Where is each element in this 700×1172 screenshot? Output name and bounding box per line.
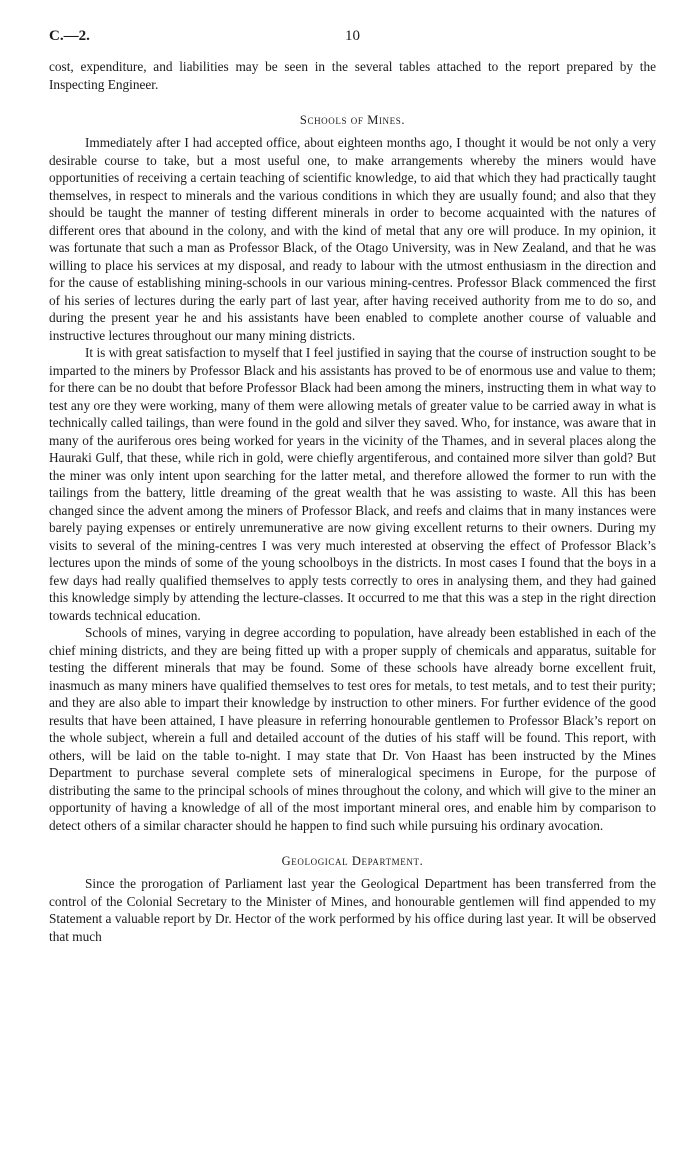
paragraph: Schools of mines, varying in degree according to population, have already been established in each of the chief mining districts, and they are being fitted up with a proper supply of chemicals and apparatus, suitable for testing the different minerals that may be found. Some of these schools have already borne excellent fruit, inasmuch as many miners have qualified themselves to test ores for metals, to test metals, and to test their purity; and they are also able to impart their knowledge by instruction to other miners. For further evidence of the good results that have been attained, I have pleasure in referring honourable gentlemen to Professor Black’s report on the whole subject, wherein a full and detailed account of the duties of his staff will be found. This report, with others, will be laid on the table to-night. I may state that Dr. Von Haast has been instructed by the Mines Department to purchase several complete sets of mineralogical specimens in Europe, for the purpose of distributing the same to the principal schools of mines throughout the colony, and which will give to the miner an opportunity of having a knowledge of all of the most important mineral ores, and enable him by comparison to detect others of a similar character should he happen to find such while pursuing his ordinary avocation. xyxy=(49,625,656,833)
paragraph: It is with great satisfaction to myself that I feel justified in saying that the course of instruction sought to be imparted to the miners by Professor Black and his assistants has proved to be of enormous use and value to them; for there can be no doubt that before Professor Black had been among the miners, instructing them in what way to test any ore they were working, many of them were allowing metals of greater value to be carried away in what is technically called tailings, than were found in the gold and silver they saved. Who, for instance, was aware that in many of the auriferous ores being worked for years in the vicinity of the Thames, and in several places along the Hauraki Gulf, that these, while rich in gold, were chiefly argentiferous, and contained more silver than gold? But the miner was only intent upon searching for the latter metal, and therefore allowed the former to run with the tailings from the battery, little dreaming of the great wealth that he was assisting to waste. All this has been changed since the advent among the miners of Professor Black, and reefs and claims that in many instances were barely paying expenses or entirely unremunerative are now giving excellent returns to their owners. During my visits to several of the mining-centres I was very much interested at observing the effect of Professor Black’s lectures upon the minds of some of the young schoolboys in the districts. In most cases I found that the boys in a few days had really qualified themselves to apply tests correctly to ores in analysing them, and they had gained this knowledge simply by attending the lecture-classes. It occurred to me that this was a step in the right direction towards technical education. xyxy=(49,345,656,623)
paragraph: Since the prorogation of Parliament last year the Geological Department has been transferred from the control of the Colonial Secretary to the Minister of Mines, and honourable gentlemen will find appended to my Statement a valuable report by Dr. Hector of the work performed by his office during last year. It will be observed that much xyxy=(49,876,656,944)
page-number: 10 xyxy=(345,28,360,44)
section-heading-schools-of-mines: Schools of Mines. xyxy=(299,113,406,127)
running-header xyxy=(49,28,656,50)
opening-paragraph: cost, expenditure, and liabilities may be seen in the several tables attached to the report prepared by the Inspecting Engineer. xyxy=(49,59,656,92)
section-heading-geological-department: Geological Department. xyxy=(281,854,424,868)
page-body xyxy=(49,58,656,945)
document-reference: C.—2. xyxy=(49,28,90,44)
paragraph: Immediately after I had accepted office, about eighteen months ago, I thought it would be not only a very desirable course to take, but a most useful one, to make arrangements whereby the miners would have opportunities of receiving a certain teaching of scientific knowledge, to aid that which they had practically taught themselves, in respect to minerals and the various conditions in which they are usually found; and also that they should be taught the manner of testing different minerals in order to become acquainted with the natures of different ores that abound in the colony, and with the kind of metal that any ore will produce. In my opinion, it was fortunate that such a man as Professor Black, of the Otago University, was in New Zealand, and that he was willing to place his services at my disposal, and ready to labour with the utmost enthusiasm in the direction and for the cause of establishing mining-schools in our various mining-centres. Professor Black commenced the first of his series of lectures during the early part of last year, after having received authority from me to do so, and during the present year he and his assistants have been enabled to complete another course of valuable and instructive lectures throughout our many mining districts. xyxy=(49,135,656,343)
